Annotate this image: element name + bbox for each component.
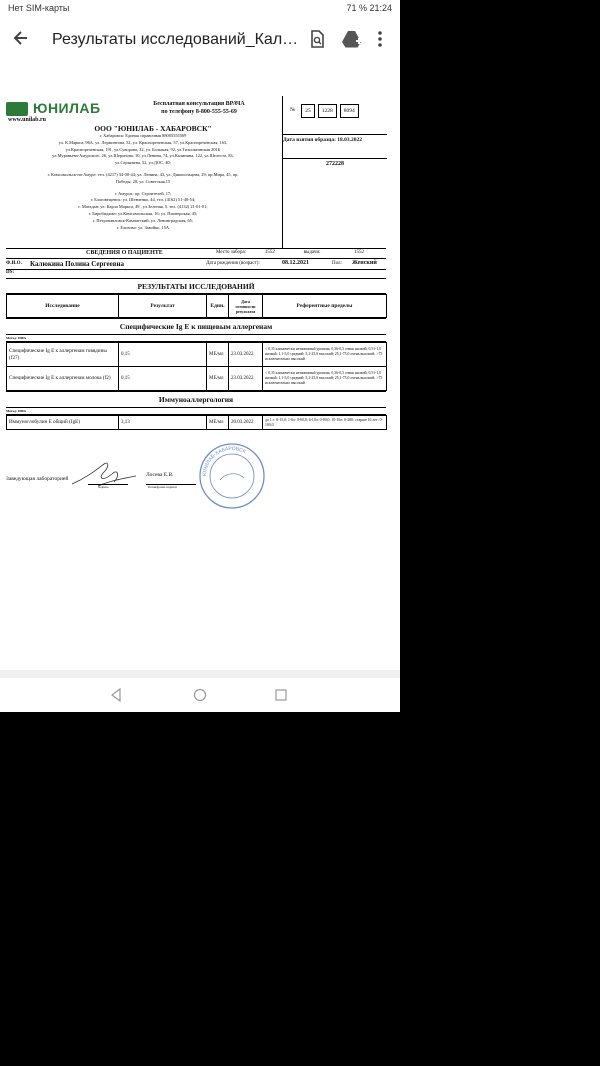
- consult-line-2: по телефону 8-800-555-55-69: [161, 109, 237, 115]
- patient-name: Калюкина Полина Сергеевна: [30, 260, 125, 268]
- head-lab-label: Заведующая лабораторией: [6, 476, 69, 482]
- test-reference: до 1 г: 0-15,0; 1-6л: 0-60,0; 6-10л: 0-90,0; 10-16л: 0-200; старше 16 лет: 0-100,0: [263, 416, 387, 430]
- phone-screen: [0, 0, 400, 712]
- more-vert-icon[interactable]: [373, 29, 387, 49]
- test-name: Специфические Ig E к аллергенам молока (f2): [7, 367, 119, 391]
- sample-date: Дата взятия образца: 18.03.2022: [283, 137, 363, 143]
- patient-header-row: [6, 249, 386, 259]
- sample-code: 272228: [283, 158, 387, 167]
- address-line: ул.Серышева, 52, ул.ДОС, 40;: [115, 160, 171, 166]
- fio-label: Ф.И.О.: [6, 261, 22, 266]
- nav-home-icon[interactable]: [193, 688, 207, 702]
- col-result: Результат: [119, 295, 207, 318]
- col-test: Исследование: [7, 295, 119, 318]
- round-stamp: [198, 442, 266, 510]
- pdf-viewer[interactable]: [0, 66, 400, 678]
- results-table-food: [6, 342, 387, 391]
- address-line: г. Магадан: ул. Карла Маркса, 49 , ул.Зеленая, 5. тел. (4132) 21-01-01;: [78, 204, 208, 210]
- lab-report: [6, 96, 386, 502]
- birth-date: 08.12.2021: [282, 260, 309, 266]
- battery-time: 71 % 21:24: [346, 3, 392, 13]
- test-date: 20.03.2022: [229, 416, 263, 430]
- col-unit: Един.: [207, 295, 229, 318]
- test-name: Специфические Ig E к аллергенам говядины (f27): [7, 343, 119, 367]
- address-line: г. Елизово: ул. Завойко, 15А: [116, 224, 170, 230]
- section-immunoallergology: Иммуноаллергология: [6, 391, 386, 408]
- results-title: РЕЗУЛЬТАТЫ ИССЛЕДОВАНИЙ: [6, 279, 386, 294]
- test-unit: МЕ/мл: [207, 367, 229, 391]
- ds-row: [6, 270, 386, 279]
- test-reference: < 0,35 клинически незначимый уровень; 0,36-0,5 очень низкий; 0,51-1,0 низкий; 1,1-5,0 средний; 5,1-25,0 высокий; 25,1-75,0 очень высокий; >75 исключительно высокий: [263, 367, 387, 391]
- address-line: ул. К.Маркса, 96А, ул. Лермонтова, 52, ул. Краснореченская, 57, ул.Краснореченская, 163,: [58, 139, 228, 145]
- logo-mark-icon: [6, 102, 28, 116]
- address-line: г. Амурск: пр. Строителей, 17;: [114, 190, 172, 196]
- col-reference: Референтные пределы: [263, 295, 387, 318]
- birth-label: Дата рождения (возраст):: [206, 261, 260, 266]
- method-label: Метод: ИФА: [6, 408, 386, 415]
- name-caption: Расшифровка подписи: [148, 485, 177, 489]
- place-value: 1552: [264, 250, 275, 255]
- address-line: г. Благовещенск: ул. Шевченко, 44, тел. (4162) 51-40-54;: [90, 197, 196, 203]
- test-result: 0,15: [119, 367, 207, 391]
- test-name: Иммуноглобулин E общий (IgE): [7, 416, 119, 430]
- carrier-text: Нет SIM-карты: [8, 3, 70, 13]
- table-row: [7, 416, 387, 430]
- report-header: [6, 96, 386, 249]
- section-food-allergens: Специфические Ig E к пищевым аллергенам: [6, 318, 386, 335]
- table-row: [7, 343, 387, 367]
- svg-text:ЮНИЛАБ-ХАБАРОВСК: ЮНИЛАБ-ХАБАРОВСК: [201, 445, 247, 477]
- search-doc-icon[interactable]: [307, 29, 327, 49]
- test-date: 23.03.2022: [229, 367, 263, 391]
- signature-block: [6, 445, 386, 502]
- table-header-row: [7, 295, 387, 318]
- issue-label: выдачи:: [303, 250, 321, 255]
- table-row: [7, 367, 387, 391]
- place-label: [216, 250, 321, 255]
- test-result: 0,15: [119, 343, 207, 367]
- status-bar: [0, 0, 400, 18]
- order-number-area: [283, 96, 387, 135]
- android-nav-bar: [0, 678, 400, 712]
- logo-text: ЮНИЛАБ: [33, 100, 101, 116]
- order-box: [282, 96, 387, 248]
- ds-label: DS:: [6, 270, 15, 275]
- order-no-label: №: [290, 107, 296, 113]
- nav-back-icon[interactable]: [110, 688, 122, 702]
- address-line: ул.Краснореченская, 191, ул.Суворова, 32, ул. Большая, 92, ул.Тихоокеанская 201Б: [65, 146, 221, 152]
- consult-line-1: Бесплатная консультация ВРАЧА: [153, 101, 245, 107]
- order-cell: 25: [301, 104, 315, 118]
- order-cell: 8094: [340, 104, 359, 118]
- test-reference: < 0,35 клинически незначимый уровень; 0,36-0,5 очень низкий; 0,51-1,0 низкий; 1,1-5,0 средний; 5,1-25,0 высокий; 25,1-75,0 очень высокий; >75 исключительно высокий: [263, 343, 387, 367]
- patient-row: [6, 259, 386, 270]
- results-table: [6, 294, 387, 318]
- address-line: г. Петропавловск-Камчатский, ул. Ленинградская, 65;: [92, 217, 194, 223]
- back-arrow-icon[interactable]: [10, 28, 32, 50]
- test-unit: МЕ/мл: [207, 343, 229, 367]
- consult-text: [134, 100, 264, 116]
- sex-label: Пол:: [332, 261, 342, 266]
- issue-value: 1552: [354, 250, 364, 255]
- signature-caption: подпись: [98, 485, 109, 489]
- test-result: 3,13: [119, 416, 207, 430]
- app-bar: [0, 18, 400, 64]
- place-label-text: Место забора:: [216, 250, 247, 255]
- test-date: 23.03.2022: [229, 343, 263, 367]
- test-unit: МЕ/мл: [207, 416, 229, 430]
- address-line: г. Биробиджан: ул.Комсомольская, 16; ул. Пионерская, 45;: [88, 210, 198, 216]
- document-title: Результаты исследований_Кал…: [52, 31, 299, 48]
- addresses: [6, 133, 280, 231]
- address-line: г. Хабаровск: Единая справочная 88005555569: [99, 133, 187, 138]
- org-name: ООО "ЮНИЛАБ - ХАБАРОВСК": [94, 124, 212, 133]
- address-line: г. Комсомольск-на-Амуре: тел. (4217) 34-00-44; ул. Ленина, 43, ул. Дикопольцева, 29; пр.Мира, 45, пр.: [47, 171, 239, 177]
- head-name: Лосева Е.В.: [146, 472, 174, 478]
- add-to-drive-icon[interactable]: [341, 29, 361, 49]
- order-cells: [287, 104, 359, 118]
- col-date: Дата готовности результата: [229, 295, 263, 318]
- address-line: ул.Муравьева-Амурского, 26, ул.Шеронова, 10, ул.Ленина, 74, ул.Калинина, 122, ул.Шелеста, 83,: [52, 153, 234, 159]
- website: www.unilab.ru: [8, 117, 47, 123]
- pdf-page: [0, 66, 400, 670]
- results-table-immuno: [6, 415, 387, 430]
- patient-header: СВЕДЕНИЯ О ПАЦИЕНТЕ: [86, 250, 163, 256]
- sex-value: Женский: [352, 260, 377, 266]
- address-line: Победы, 20, ул. Советская,15: [115, 178, 171, 184]
- method-label: Метод: ИФА: [6, 335, 386, 342]
- order-cell: 1228: [318, 104, 337, 118]
- nav-recents-icon[interactable]: [275, 689, 287, 701]
